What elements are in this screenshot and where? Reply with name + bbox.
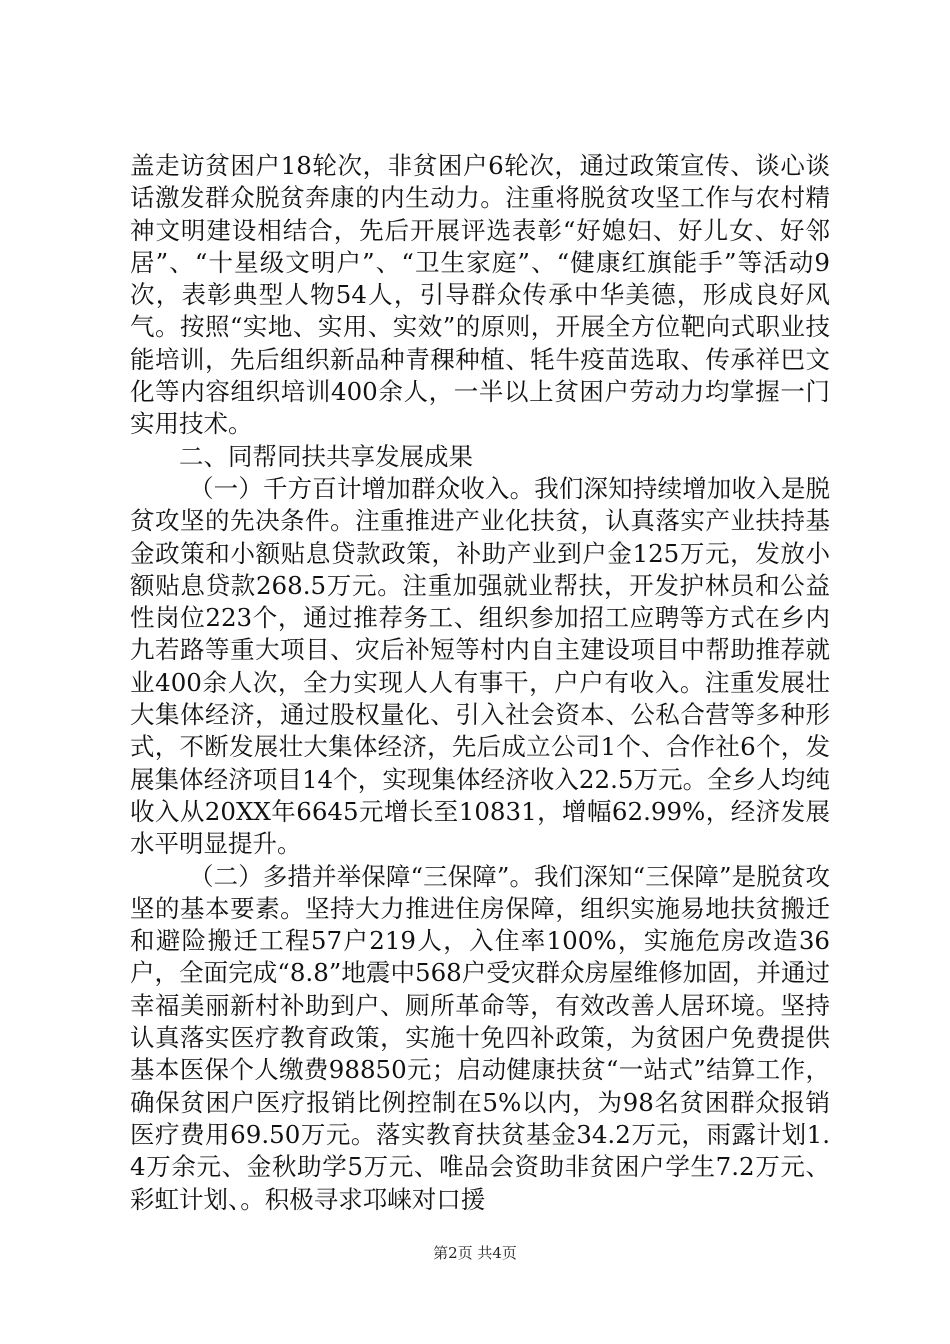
page-number-footer: 第2页 共4页 [433, 1244, 517, 1262]
document-body [130, 150, 830, 1216]
body-paragraph-income: （一）千方百计增加群众收入。我们深知持续增加收入是脱贫攻坚的先决条件。注重推进产业化扶贫，认真落实产业扶持基金政策和小额贴息贷款政策，补助产业到户金125万元，发放小额贴息贷款268.5万元。注重加强就业帮扶，开发护林员和公益性岗位223个，通过推荐务工、组织参加招工应聘等方式在乡内九若路等重大项目、灾后补短等村内自主建设项目中帮助推荐就业400余人次，全力实现人人有事干，户户有收入。注重发展壮大集体经济，通过股权量化、引入社会资本、公私合营等多种形式，不断发展壮大集体经济，先后成立公司1个、合作社6个，发展集体经济项目14个，实现集体经济收入22.5万元。全乡人均纯收入从20XX年6645元增长至10831，增幅62.99%，经济发展水平明显提升。 [130, 473, 830, 859]
body-paragraph-continued: 盖走访贫困户18轮次，非贫困户6轮次，通过政策宣传、谈心谈话激发群众脱贫奔康的内生动力。注重将脱贫攻坚工作与农村精神文明建设相结合，先后开展评选表彰“好媳妇、好儿女、好邻居”、“十星级文明户”、“卫生家庭”、“健康红旗能手”等活动9次，表彰典型人物54人，引导群众传承中华美德，形成良好风气。按照“实地、实用、实效”的原则，开展全方位靶向式职业技能培训，先后组织新品种青稞种植、牦牛疫苗选取、传承祥巴文化等内容组织培训400余人，一半以上贫困户劳动力均掌握一门实用技术。 [130, 151, 830, 439]
body-paragraph-guarantees: （二）多措并举保障“三保障”。我们深知“三保障”是脱贫攻坚的基本要素。坚持大力推进住房保障，组织实施易地扶贫搬迁和避险搬迁工程57户219人，入住率100%，实施危房改造36户，全面完成“8.8”地震中568户受灾群众房屋维修加固，并通过幸福美丽新村补助到户、厕所革命等，有效改善人居环境。坚持认真落实医疗教育政策，实施十免四补政策，为贫困户免费提供基本医保个人缴费98850元；启动健康扶贫“一站式”结算工作，确保贫困户医疗报销比例控制在5%以内，为98名贫困群众报销医疗费用69.50万元。落实教育扶贫基金34.2万元，雨露计划1.4万余元、金秋助学5万元、唯品会资助非贫困户学生7.2万元、彩虹计划、。积极寻求邛崃对口援 [130, 861, 830, 1214]
section-heading: 二、同帮同扶共享发展成果 [179, 441, 473, 471]
